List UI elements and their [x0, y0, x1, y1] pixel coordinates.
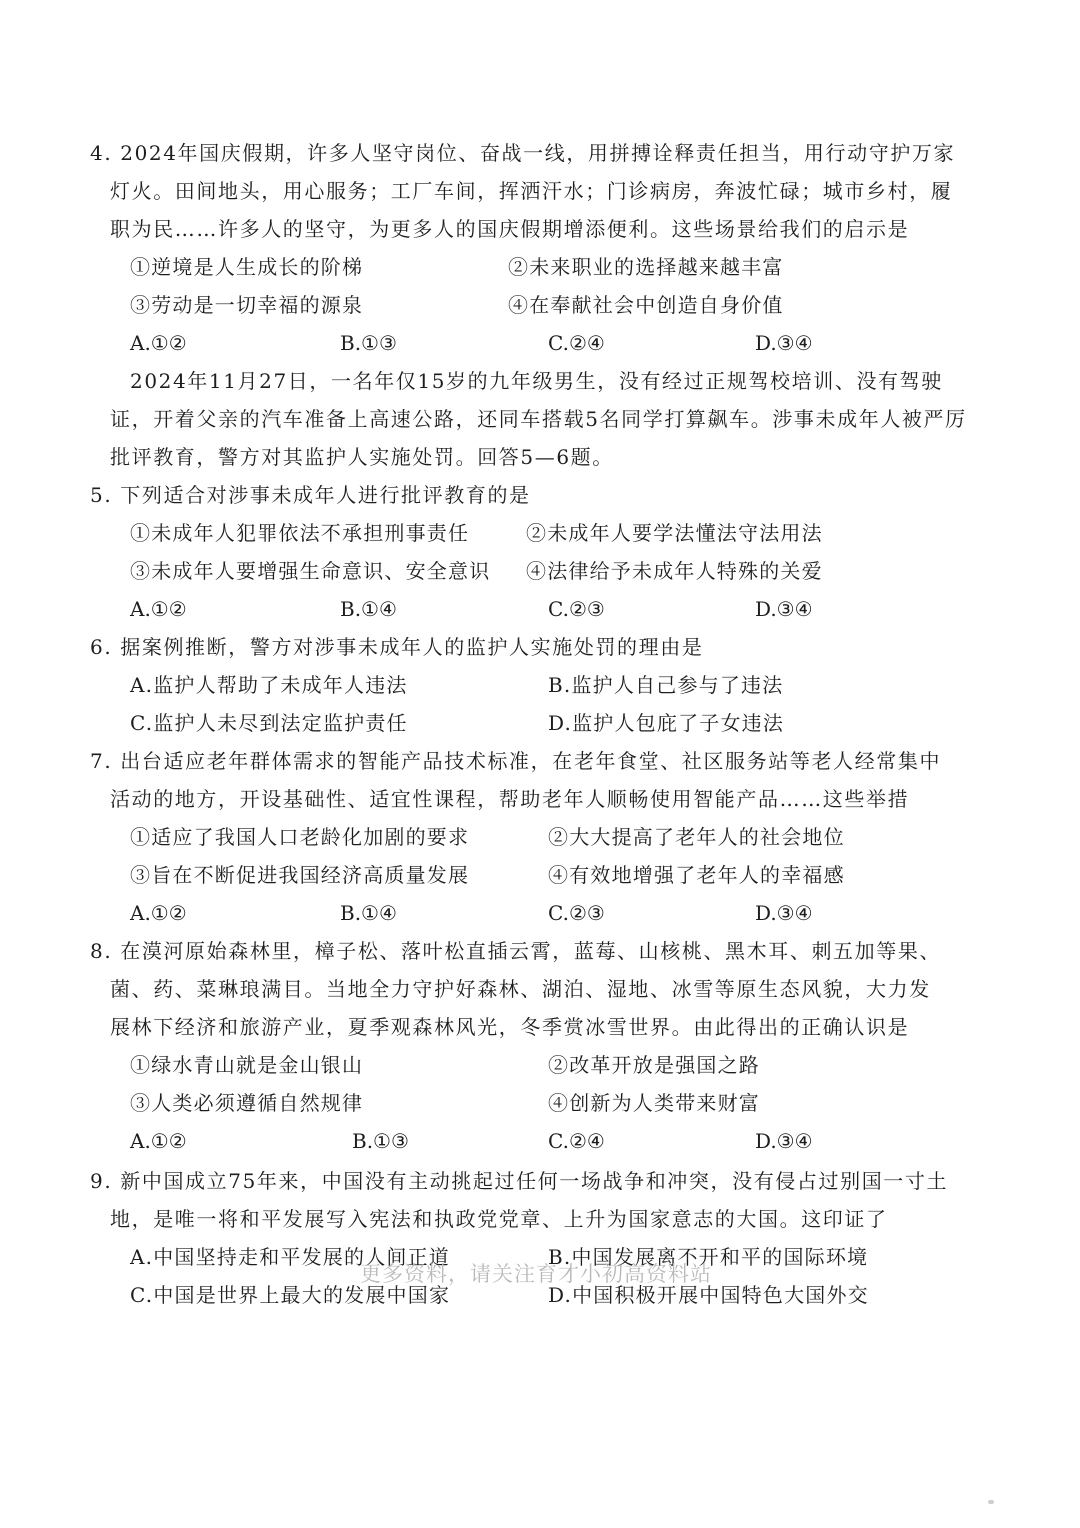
q5-item-3: ③未成年人要增强生命意识、安全意识	[130, 559, 491, 583]
q9-stem-line: 地，是唯一将和平发展写入宪法和执政党党章、上升为国家意志的大国。这印证了	[110, 1207, 888, 1231]
q8-item-2: ②改革开放是强国之路	[548, 1053, 760, 1077]
q7-stem-line: 活动的地方，开设基础性、适宜性课程，帮助老年人顺畅使用智能产品……这些举措	[110, 787, 910, 811]
q5-answer-a: A.①②	[130, 597, 187, 621]
q7-answer-d: D.③④	[755, 901, 813, 925]
q7-answer-c: C.②③	[548, 901, 605, 925]
q9-option-d: D.中国积极开展中国特色大国外交	[548, 1283, 869, 1307]
q6-option-d: D.监护人包庇了子女违法	[548, 711, 785, 735]
q9-option-a: A.中国坚持走和平发展的人间正道	[130, 1245, 451, 1269]
q4-stem-line: 职为民……许多人的坚守，为更多人的国庆假期增添便利。这些场景给我们的启示是	[110, 217, 910, 241]
q5-answer-c: C.②③	[548, 597, 605, 621]
q8-item-1: ①绿水青山就是金山银山	[130, 1053, 364, 1077]
material-line: 证，开着父亲的汽车准备上高速公路，还同车搭载5名同学打算飙车。涉事未成年人被严厉	[110, 407, 967, 431]
q5-stem-line: 5. 下列适合对涉事未成年人进行批评教育的是	[90, 483, 531, 507]
q5-item-2: ②未成年人要学法懂法守法用法	[526, 521, 823, 545]
q8-stem-line: 菌、药、菜琳琅满目。当地全力守护好森林、湖泊、湿地、冰雪等原生态风貌，大力发	[110, 977, 931, 1001]
q9-option-b: B.中国发展离不开和平的国际环境	[548, 1245, 869, 1269]
q8-stem-line: 8. 在漠河原始森林里，樟子松、落叶松直插云霄，蓝莓、山核桃、黑木耳、刺五加等果、	[90, 939, 942, 963]
q9-option-c: C.中国是世界上最大的发展中国家	[130, 1283, 451, 1307]
q9-stem-line: 9. 新中国成立75年来，中国没有主动挑起过任何一场战争和冲突，没有侵占过别国一寸土	[90, 1169, 949, 1193]
q8-answer-a: A.①②	[130, 1129, 187, 1153]
q4-item-4: ④在奉献社会中创造自身价值	[508, 293, 784, 317]
scan-speck	[988, 1500, 994, 1504]
q6-stem-line: 6. 据案例推断，警方对涉事未成年人的监护人实施处罚的理由是	[90, 635, 704, 659]
material-line: 2024年11月27日，一名年仅15岁的九年级男生，没有经过正规驾校培训、没有驾驶	[130, 369, 943, 393]
q6-option-c: C.监护人未尽到法定监护责任	[130, 711, 408, 735]
q7-item-4: ④有效地增强了老年人的幸福感	[548, 863, 845, 887]
q5-item-1: ①未成年人犯罪依法不承担刑事责任	[130, 521, 470, 545]
q6-option-a: A.监护人帮助了未成年人违法	[130, 673, 408, 697]
q6-option-b: B.监护人自己参与了违法	[548, 673, 784, 697]
q7-stem-line: 7. 出台适应老年群体需求的智能产品技术标准，在老年食堂、社区服务站等老人经常集中	[90, 749, 942, 773]
q7-answer-b: B.①④	[340, 901, 397, 925]
q4-answer-d: D.③④	[755, 331, 813, 355]
q8-answer-d: D.③④	[755, 1129, 813, 1153]
material-line: 批评教育，警方对其监护人实施处罚。回答5—6题。	[110, 445, 614, 469]
q4-answer-c: C.②④	[548, 331, 605, 355]
q7-item-3: ③旨在不断促进我国经济高质量发展	[130, 863, 470, 887]
q4-item-2: ②未来职业的选择越来越丰富	[508, 255, 784, 279]
q4-answer-a: A.①②	[130, 331, 187, 355]
q4-item-3: ③劳动是一切幸福的源泉	[130, 293, 364, 317]
q4-answer-b: B.①③	[340, 331, 397, 355]
q5-item-4: ④法律给予未成年人特殊的关爱	[526, 559, 823, 583]
q7-item-1: ①适应了我国人口老龄化加剧的要求	[130, 825, 470, 849]
q7-item-2: ②大大提高了老年人的社会地位	[548, 825, 845, 849]
q4-item-1: ①逆境是人生成长的阶梯	[130, 255, 364, 279]
q8-item-4: ④创新为人类带来财富	[548, 1091, 760, 1115]
q5-answer-d: D.③④	[755, 597, 813, 621]
q5-answer-b: B.①④	[340, 597, 397, 621]
q4-stem-line: 4. 2024年国庆假期，许多人坚守岗位、奋战一线，用拼搏诠释责任担当，用行动守护万家	[90, 141, 956, 165]
q8-answer-b: B.①③	[352, 1129, 409, 1153]
q8-item-3: ③人类必须遵循自然规律	[130, 1091, 364, 1115]
q4-stem-line: 灯火。田间地头，用心服务；工厂车间，挥洒汗水；门诊病房，奔波忙碌；城市乡村，履	[110, 179, 953, 203]
watermark: 更多资料，请关注育才小初高资料站	[360, 1262, 712, 1286]
q8-stem-line: 展林下经济和旅游产业，夏季观森林风光，冬季赏冰雪世界。由此得出的正确认识是	[110, 1015, 910, 1039]
q8-answer-c: C.②④	[548, 1129, 605, 1153]
q7-answer-a: A.①②	[130, 901, 187, 925]
